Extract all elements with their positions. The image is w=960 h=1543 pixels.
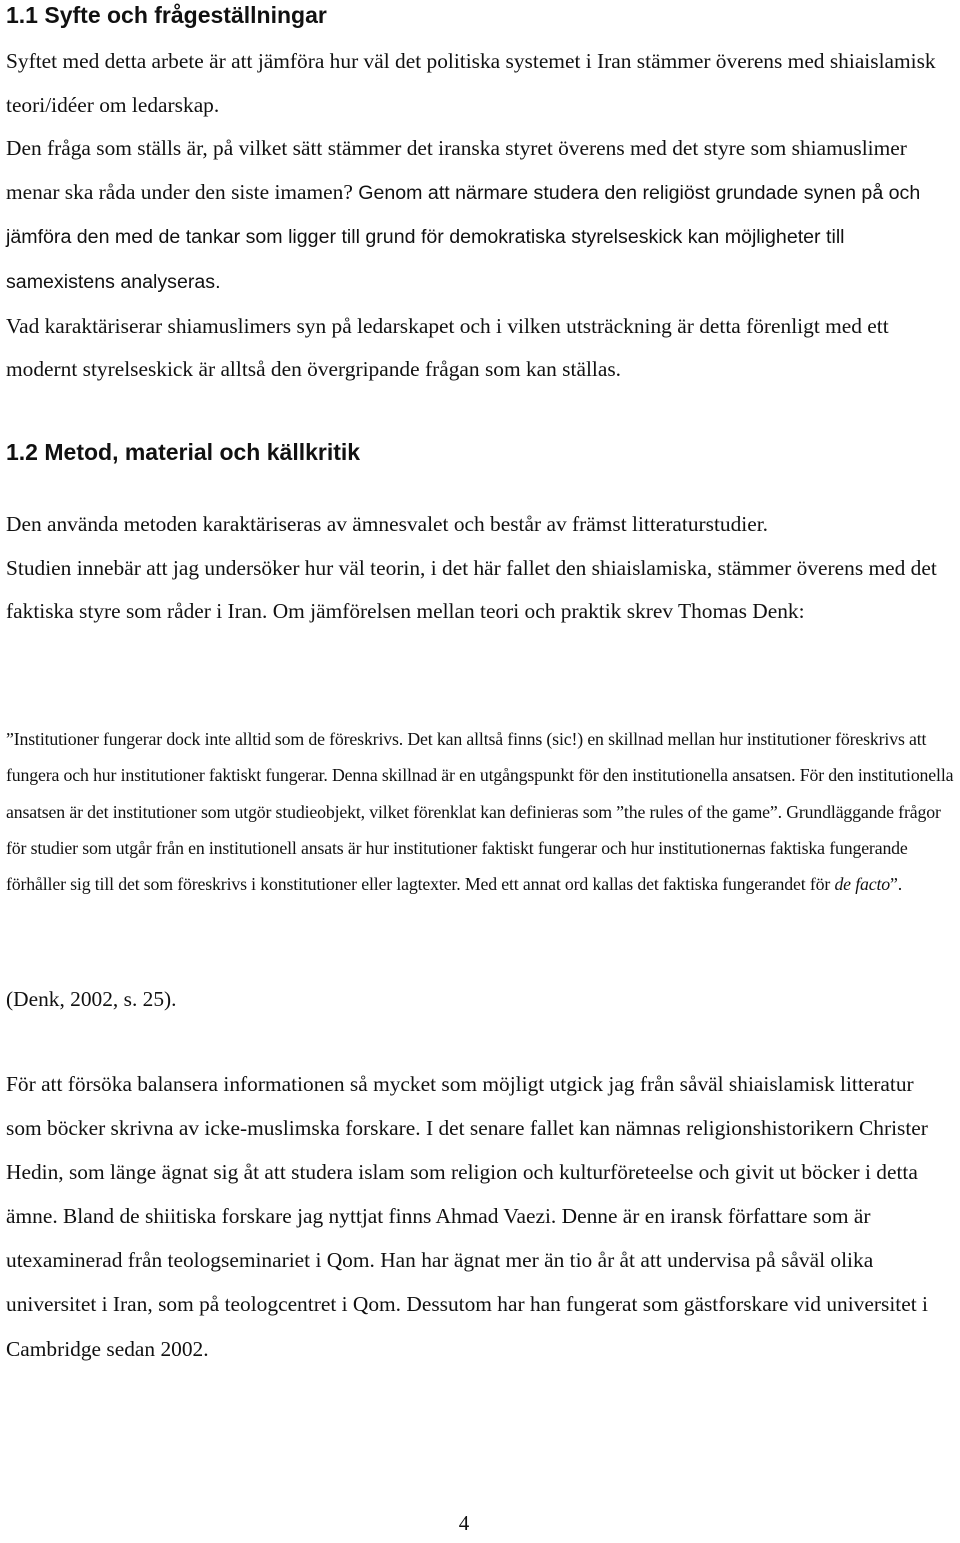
paragraph-material: För att försöka balansera informationen så mycket som möjligt utgick jag från såväl shiaislamisk litteratur som böcker skrivna av icke-muslimska forskare. I det senare fallet kan nämnas religionshistorikern Christer Hedin, som länge ägnat sig åt att studera islam som religion och kulturföreteelse och givit ut böcker i detta ämne. Bland de shiitiska forskare jag nyttjat finns Ahmad Vaezi. Denne är en iransk författare som är utexaminerad från teologseminariet i Qom. Han har ägnat mer än tio år åt att undervisa på såväl olika universitet i Iran, som på teologcentret i Qom. Dessutom har han fungerat som gästforskare vid universitet i Cambridge sedan 2002. (6, 1072, 928, 1361)
quote-italic: de facto (834, 874, 891, 895)
text-syfte: Syftet med detta arbete är att jämföra hur väl det politiska systemet i Iran stämmer överens med shiaislamisk teori/idéer om ledarskap. (6, 49, 936, 117)
text-fraga: Den fråga som ställs är, på vilket sätt stämmer det iranska styret överens med det styre som shiamuslimer menar ska råda under den siste imamen? (6, 136, 907, 204)
quote-citation: (Denk, 2002, s. 25). (6, 987, 177, 1011)
paragraph-metod (6, 503, 951, 634)
block-quote (6, 721, 956, 902)
text-metod: Den använda metoden karaktäriseras av ämnesvalet och består av främst litteraturstudier. (6, 512, 769, 536)
quote-body: ”Institutioner fungerar dock inte alltid som de föreskrivs. Det kan alltså finns (sic!) en skillnad mellan hur institutioner föreskrivs att fungera och hur institutioner faktiskt fungerar. Denna skillnad är en utgångspunkt för den institutionella ansatsen. För den institutionella ansatsen är det institutioner som utgör studieobjekt, vilket förenklat kan definieras som ”the rules of the game”. Grundläggande frågor för studier som utgår från en institutionell ansats är hur institutioner faktiskt fungerar och hur institutionernas faktiska fungerande förhåller sig till det som föreskrivs i konstitutioner eller lagtexter. Med ett annat ord kallas det faktiska fungerandet för (6, 729, 954, 895)
paragraph-syfte (6, 40, 951, 392)
text-studien: Studien innebär att jag undersöker hur väl teorin, i det här fallet den shiaislamiska, stämmer överens med det faktiska styre som råder i Iran. Om jämförelsen mellan teori och praktik skrev Thomas Denk: (6, 555, 937, 624)
heading-metod: 1.2 Metod, material och källkritik (6, 439, 361, 465)
heading-syfte: 1.1 Syfte och frågeställningar (6, 2, 327, 28)
quote-end: ”. (890, 874, 903, 895)
text-genom: Genom att närmare studera den religiöst grundade synen på och jämföra den med de tankar som ligger till grund för demokratiska styrelseskick kan möjligheter till samexistens analyseras. (6, 181, 921, 293)
text-vad: Vad karaktäriserar shiamuslimers syn på ledarskapet och i vilken utsträckning är detta förenligt med ett modernt styrelseskick är alltså den övergripande frågan som kan ställas. (6, 313, 889, 382)
page-number: 4 (458, 1511, 470, 1535)
